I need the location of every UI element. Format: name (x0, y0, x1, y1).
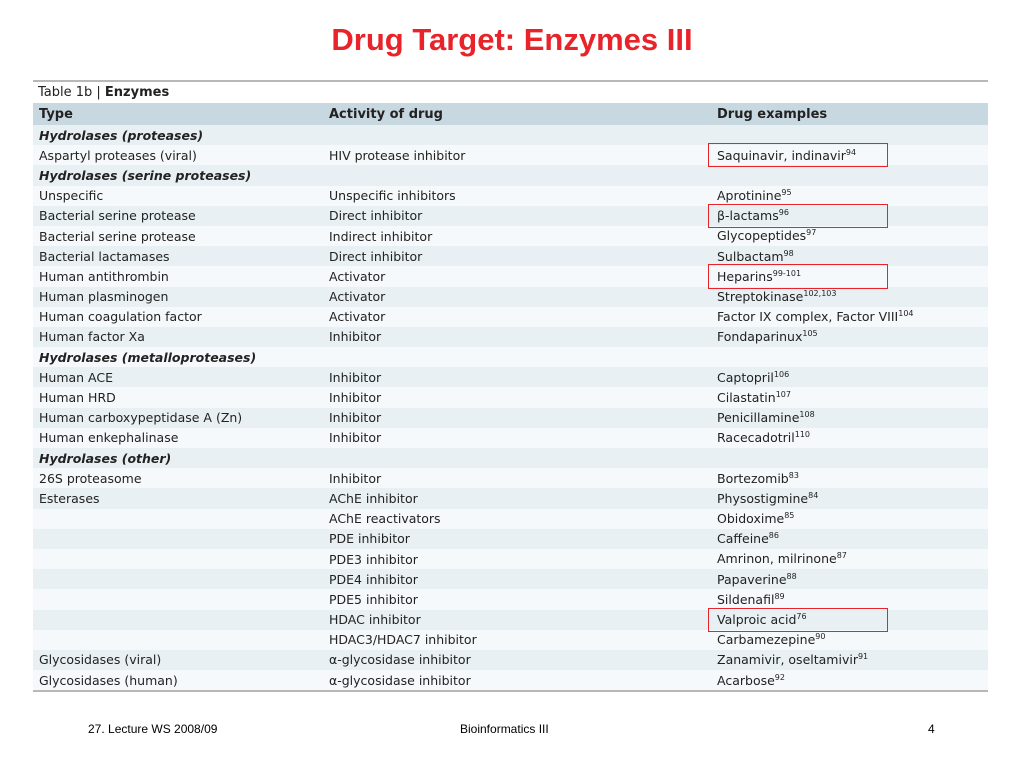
drug-cell-text: Bortezomib (717, 470, 789, 486)
table-row (33, 287, 988, 307)
drug-cell (711, 186, 988, 206)
activity-cell (323, 549, 711, 569)
reference-superscript: 110 (794, 430, 811, 440)
reference-superscript: 89 (774, 591, 785, 601)
reference-superscript: 108 (799, 410, 815, 420)
group-label: Hydrolases (metalloproteases) (33, 347, 988, 367)
type-cell (33, 387, 323, 407)
drug-cell-text: Saquinavir, indinavir (717, 147, 846, 163)
table-row (33, 387, 988, 407)
highlight-box (708, 143, 888, 167)
activity-cell (323, 186, 711, 206)
type-cell (33, 307, 323, 327)
type-cell-text: Bacterial lactamases (39, 248, 170, 264)
group-label: Hydrolases (other) (33, 448, 988, 468)
reference-superscript: 105 (802, 329, 818, 339)
type-cell (33, 428, 323, 448)
reference-superscript: 87 (836, 551, 847, 561)
drug-cell-text: Factor IX complex, Factor VIII (717, 309, 899, 325)
type-cell (33, 287, 323, 307)
table-caption (33, 82, 988, 103)
activity-cell (323, 246, 711, 266)
reference-superscript: 106 (773, 369, 790, 379)
drug-cell-text: Papaverine (717, 571, 787, 587)
drug-cell (711, 549, 988, 569)
type-cell (33, 266, 323, 286)
drug-cell-text: Racecadotril (717, 430, 795, 446)
header-examples: Drug examples (711, 103, 988, 125)
activity-cell-text: HDAC3/HDAC7 inhibitor (329, 632, 477, 648)
enzymes-table (33, 80, 988, 692)
drug-cell (711, 529, 988, 549)
reference-superscript: 92 (774, 672, 785, 682)
table-row (33, 428, 988, 448)
reference-superscript: 91 (857, 652, 869, 662)
drug-cell-text: Obidoxime (717, 511, 785, 527)
drug-cell-text: Acarbose (717, 672, 775, 688)
type-cell-text: Human antithrombin (39, 268, 169, 284)
activity-cell (323, 589, 711, 609)
activity-cell-text: Activator (329, 268, 386, 284)
reference-superscript: 84 (808, 490, 819, 500)
activity-cell (323, 509, 711, 529)
type-cell-text: Bacterial serine protease (39, 228, 196, 244)
type-cell (33, 630, 323, 650)
table-row (33, 569, 988, 589)
activity-cell (323, 488, 711, 508)
highlight-box (708, 264, 888, 288)
reference-superscript: 104 (898, 309, 914, 319)
activity-cell (323, 569, 711, 589)
type-cell-text: Human coagulation factor (39, 309, 202, 325)
activity-cell-text: α-glycosidase inhibitor (329, 652, 471, 668)
drug-cell (711, 428, 988, 448)
reference-superscript: 95 (781, 188, 792, 198)
type-cell-text: Human enkephalinase (39, 430, 179, 446)
type-cell-text: Human carboxypeptidase A (Zn) (39, 410, 243, 426)
footer-page-number: 4 (928, 722, 935, 736)
activity-cell-text: HDAC inhibitor (329, 612, 421, 628)
reference-superscript: 97 (806, 228, 817, 238)
header-type: Type (33, 103, 323, 125)
activity-cell-text: Direct inhibitor (329, 248, 423, 264)
activity-cell-text: AChE reactivators (329, 511, 441, 527)
drug-cell-text: Zanamivir, oseltamivir (717, 652, 858, 668)
drug-cell (711, 569, 988, 589)
type-cell (33, 569, 323, 589)
activity-cell-text: Inhibitor (329, 329, 382, 345)
type-cell-text: Glycosidases (human) (39, 672, 178, 688)
activity-cell-text: Inhibitor (329, 430, 382, 446)
reference-superscript: 88 (786, 571, 797, 581)
drug-cell-text: Heparins (717, 268, 773, 284)
drug-cell-text: Penicillamine (717, 410, 800, 426)
table-row (33, 630, 988, 650)
table-row (33, 670, 988, 690)
activity-cell (323, 630, 711, 650)
table-row (33, 488, 988, 508)
activity-cell (323, 408, 711, 428)
header-row (33, 103, 988, 125)
type-cell-text: Unspecific (39, 188, 104, 204)
group-row (33, 347, 988, 367)
activity-cell-text: Inhibitor (329, 369, 382, 385)
activity-cell (323, 610, 711, 630)
type-cell (33, 509, 323, 529)
type-cell (33, 468, 323, 488)
reference-superscript: 76 (796, 612, 807, 622)
activity-cell-text: PDE inhibitor (329, 531, 410, 547)
reference-superscript: 102,103 (803, 289, 837, 299)
type-cell-text: Human ACE (39, 369, 114, 385)
activity-cell (323, 468, 711, 488)
type-cell (33, 488, 323, 508)
table-row (33, 509, 988, 529)
drug-cell (711, 307, 988, 327)
activity-cell (323, 387, 711, 407)
type-cell (33, 650, 323, 670)
table-row (33, 327, 988, 347)
drug-cell (711, 226, 988, 246)
table-row (33, 367, 988, 387)
type-cell (33, 610, 323, 630)
group-label: Hydrolases (proteases) (33, 125, 988, 145)
caption-bold: Enzymes (104, 85, 170, 100)
type-cell-text: Bacterial serine protease (39, 208, 196, 224)
drug-cell-text: Valproic acid (717, 612, 797, 628)
drug-cell-text: β-lactams (717, 208, 779, 224)
activity-cell-text: Activator (329, 289, 386, 305)
activity-cell (323, 206, 711, 226)
drug-cell (711, 488, 988, 508)
activity-cell-text: PDE5 inhibitor (329, 591, 418, 607)
drug-cell-text: Cilastatin (717, 390, 776, 406)
reference-superscript: 98 (783, 248, 794, 258)
type-cell (33, 367, 323, 387)
highlight-box (708, 204, 888, 228)
drug-cell (711, 287, 988, 307)
group-label: Hydrolases (serine proteases) (33, 165, 988, 185)
reference-superscript: 99-101 (772, 268, 802, 278)
activity-cell (323, 287, 711, 307)
activity-cell (323, 670, 711, 690)
activity-cell-text: AChE inhibitor (329, 490, 418, 506)
type-cell-text: Esterases (39, 490, 100, 506)
table-row (33, 529, 988, 549)
activity-cell-text: Unspecific inhibitors (329, 188, 456, 204)
type-cell (33, 589, 323, 609)
reference-superscript: 96 (778, 208, 789, 218)
drug-cell (711, 246, 988, 266)
type-cell (33, 670, 323, 690)
drug-cell (711, 630, 988, 650)
activity-cell-text: PDE3 inhibitor (329, 551, 418, 567)
table-row (33, 186, 988, 206)
drug-cell-text: Sulbactam (717, 248, 784, 264)
activity-cell-text: Activator (329, 309, 386, 325)
type-cell (33, 226, 323, 246)
header-activity: Activity of drug (323, 103, 711, 125)
drug-cell (711, 387, 988, 407)
activity-cell-text: PDE4 inhibitor (329, 571, 418, 587)
activity-cell (323, 327, 711, 347)
drug-cell-text: Aprotinine (717, 188, 782, 204)
activity-cell (323, 650, 711, 670)
group-row (33, 165, 988, 185)
type-cell (33, 549, 323, 569)
reference-superscript: 85 (784, 511, 795, 521)
type-cell (33, 206, 323, 226)
type-cell (33, 246, 323, 266)
drug-cell-text: Physostigmine (717, 491, 809, 507)
reference-superscript: 94 (845, 147, 857, 157)
data-table (33, 103, 988, 690)
table-row (33, 226, 988, 246)
drug-cell (711, 650, 988, 670)
activity-cell (323, 266, 711, 286)
activity-cell (323, 145, 711, 165)
type-cell-text: Human HRD (39, 390, 116, 406)
type-cell-text: Glycosidases (viral) (39, 652, 162, 668)
drug-cell-text: Sildenafil (717, 591, 775, 607)
table-row (33, 549, 988, 569)
type-cell (33, 408, 323, 428)
drug-cell (711, 408, 988, 428)
type-cell-text: Aspartyl proteases (viral) (39, 147, 197, 163)
type-cell (33, 529, 323, 549)
table-row (33, 650, 988, 670)
type-cell-text: Human factor Xa (39, 329, 145, 345)
activity-cell-text: α-glycosidase inhibitor (329, 672, 471, 688)
table-row (33, 246, 988, 266)
footer-lecture: 27. Lecture WS 2008/09 (88, 722, 218, 736)
table-row (33, 589, 988, 609)
drug-cell (711, 509, 988, 529)
activity-cell (323, 226, 711, 246)
group-row (33, 448, 988, 468)
reference-superscript: 86 (768, 531, 779, 541)
activity-cell-text: Indirect inhibitor (329, 228, 433, 244)
drug-cell (711, 327, 988, 347)
activity-cell-text: Direct inhibitor (329, 208, 423, 224)
table-row (33, 408, 988, 428)
drug-cell-text: Fondaparinux (717, 329, 803, 345)
drug-cell-text: Caffeine (717, 531, 769, 547)
drug-cell (711, 468, 988, 488)
activity-cell (323, 367, 711, 387)
type-cell (33, 186, 323, 206)
footer-course: Bioinformatics III (460, 722, 549, 736)
group-row (33, 125, 988, 145)
drug-cell-text: Amrinon, milrinone (717, 551, 837, 567)
reference-superscript: 83 (788, 470, 799, 480)
drug-cell (711, 367, 988, 387)
slide-title: Drug Target: Enzymes III (331, 22, 693, 57)
type-cell (33, 145, 323, 165)
activity-cell (323, 529, 711, 549)
activity-cell (323, 307, 711, 327)
caption-prefix: Table 1b | (38, 85, 105, 100)
drug-cell-text: Captopril (717, 369, 774, 385)
drug-cell-text: Carbamezepine (717, 632, 816, 648)
table-row (33, 468, 988, 488)
activity-cell-text: Inhibitor (329, 470, 382, 486)
activity-cell (323, 428, 711, 448)
highlight-box (708, 608, 888, 632)
drug-cell (711, 589, 988, 609)
activity-cell-text: Inhibitor (329, 410, 382, 426)
drug-cell-text: Streptokinase (717, 289, 804, 305)
table-bottom-rule (33, 690, 988, 692)
drug-cell-text: Glycopeptides (717, 228, 807, 244)
reference-superscript: 107 (775, 389, 791, 399)
type-cell (33, 327, 323, 347)
activity-cell-text: Inhibitor (329, 390, 382, 406)
table-row (33, 307, 988, 327)
drug-cell (711, 670, 988, 690)
type-cell-text: 26S proteasome (39, 470, 142, 486)
type-cell-text: Human plasminogen (39, 289, 169, 305)
activity-cell-text: HIV protease inhibitor (329, 147, 466, 163)
reference-superscript: 90 (815, 632, 826, 642)
